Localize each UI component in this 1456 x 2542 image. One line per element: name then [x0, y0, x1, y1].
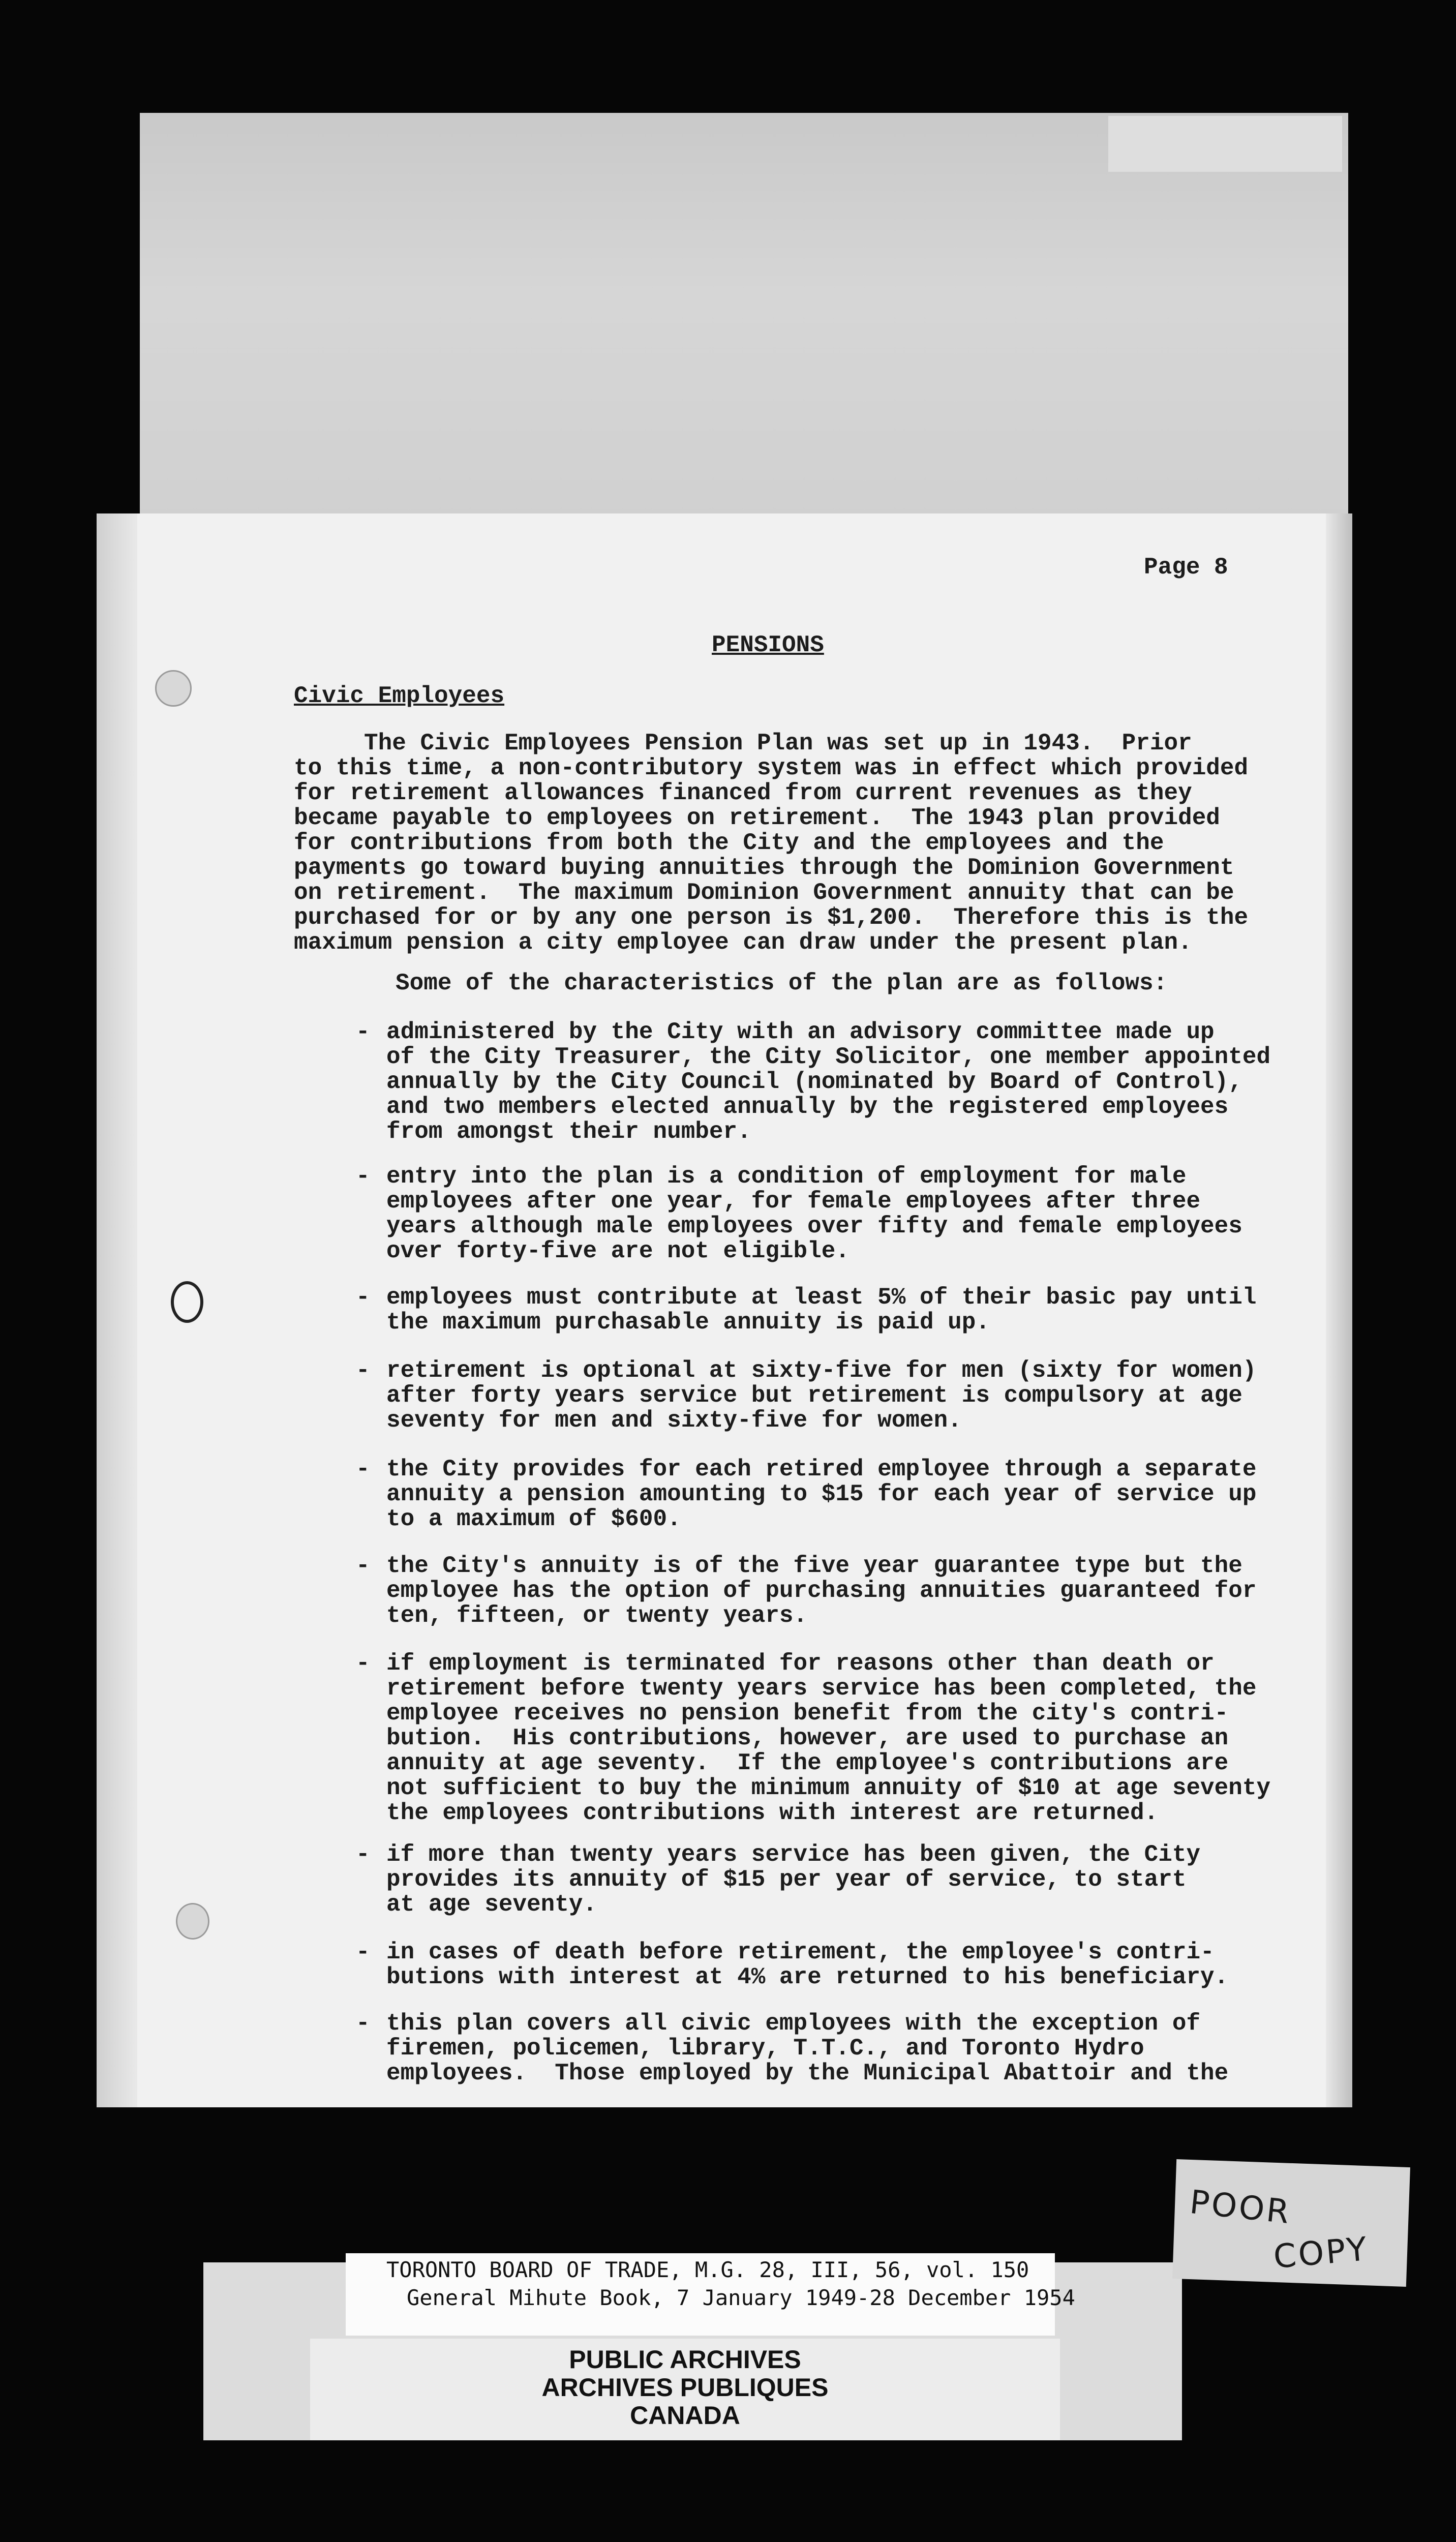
bullet-line: retirement is optional at sixty-five for men (sixty for women) [386, 1357, 1257, 1384]
bullet-line: annuity at age seventy. If the employee's contributions are [386, 1750, 1229, 1776]
bullet-line: not sufficient to buy the minimum annuity of $10 at age seventy [386, 1775, 1271, 1801]
bullet-text [386, 1940, 1228, 1990]
bullet-line: employee has the option of purchasing annuities guaranteed for [386, 1578, 1257, 1604]
bullet-dash: - [356, 1650, 370, 1677]
intro-line: on retirement. The maximum Dominion Government annuity that can be [294, 880, 1234, 906]
bullet-line: the City's annuity is of the five year guarantee type but the [386, 1553, 1242, 1579]
archive-stamp-line: CANADA [630, 2401, 740, 2430]
bullet-line: provides its annuity of $15 per year of service, to start [386, 1866, 1187, 1893]
page-heading: PENSIONS [712, 632, 824, 658]
intro-line: payments go toward buying annuities through the Dominion Government [294, 855, 1234, 881]
bullet-line: bution. His contributions, however, are used to purchase an [386, 1725, 1229, 1751]
intro-line: to this time, a non-contributory system was in effect which provided [294, 755, 1249, 781]
intro-line: for contributions from both the City and the employees and the [294, 830, 1164, 856]
bullet-line: firemen, policemen, library, T.T.C., and Toronto Hydro [386, 2035, 1144, 2062]
bullet-line: seventy for men and sixty-five for women. [386, 1407, 962, 1434]
bullet-line: years although male employees over fifty and female employees [386, 1213, 1242, 1239]
bullet-line: of the City Treasurer, the City Solicitor, one member appointed [386, 1044, 1271, 1070]
bullet-line: administered by the City with an advisory committee made up [386, 1019, 1215, 1045]
bullet-line: retirement before twenty years service has been completed, the [386, 1675, 1257, 1702]
bullet-line: in cases of death before retirement, the employee's contri- [386, 1939, 1215, 1965]
punch-hole-top [155, 670, 192, 707]
bullet-line: at age seventy. [386, 1891, 597, 1918]
bullet-line: butions with interest at 4% are returned to his beneficiary. [386, 1964, 1229, 1990]
bullet-line: entry into the plan is a condition of employment for male [386, 1163, 1187, 1190]
bullet-dash: - [356, 1553, 370, 1579]
bullet-line: if more than twenty years service has been given, the City [386, 1841, 1201, 1868]
bullet-text [386, 1842, 1200, 1917]
bullet-line: over forty-five are not eligible. [386, 1238, 850, 1264]
bullet-line: ten, fifteen, or twenty years. [386, 1602, 808, 1629]
bullet-line: and two members elected annually by the registered employees [386, 1094, 1229, 1120]
bullet-dash: - [356, 1456, 370, 1482]
bullet-dash: - [356, 2010, 370, 2037]
bullet-dash: - [356, 1163, 370, 1190]
page-right-shadow [1326, 513, 1352, 2107]
bullet-dash: - [356, 1841, 370, 1868]
bullet-line: to a maximum of $600. [386, 1506, 681, 1532]
bullet-dash: - [356, 1357, 370, 1384]
bullet-line: after forty years service but retirement is compulsory at age [386, 1382, 1242, 1409]
bullet-text [386, 1358, 1256, 1433]
bullet-line: annually by the City Council (nominated by Board of Control), [386, 1069, 1242, 1095]
bullet-line: this plan covers all civic employees with the exception of [386, 2010, 1201, 2037]
bullet-text [386, 1020, 1270, 1144]
archive-reference-line: TORONTO BOARD OF TRADE, M.G. 28, III, 56, vol. 150 [386, 2257, 1029, 2282]
bullet-dash: - [356, 1284, 370, 1311]
bullet-line: employee receives no pension benefit from the city's contri- [386, 1700, 1229, 1727]
bullet-line: employees must contribute at least 5% of their basic pay until [386, 1284, 1257, 1311]
intro-paragraph [294, 731, 1248, 955]
bullet-intro: Some of the characteristics of the plan are as follows: [396, 970, 1168, 996]
poor-copy-text: COPY [1272, 2230, 1371, 2277]
bullet-line: if employment is terminated for reasons other than death or [386, 1650, 1215, 1677]
intro-line: became payable to employees on retirement. The 1943 plan provided [294, 805, 1220, 831]
intro-line: for retirement allowances financed from current revenues as they [294, 780, 1192, 806]
page-left-edge [97, 513, 137, 2107]
bullet-text [386, 1457, 1256, 1532]
page-number: Page 8 [1144, 554, 1228, 581]
bullet-text [386, 2011, 1228, 2086]
back-sheet-tab [1108, 116, 1342, 172]
archive-stamp-line: ARCHIVES PUBLIQUES [541, 2373, 829, 2402]
bullet-line: employees. Those employed by the Municipal Abattoir and the [386, 2060, 1229, 2086]
intro-line: The Civic Employees Pension Plan was set up in 1943. Prior [294, 730, 1192, 756]
back-sheet [140, 113, 1348, 570]
bullet-text [386, 1651, 1270, 1826]
bullet-text [386, 1285, 1256, 1335]
bullet-line: the employees contributions with interest are returned. [386, 1800, 1159, 1826]
bullet-text [386, 1554, 1256, 1628]
bullet-line: annuity a pension amounting to $15 for each year of service up [386, 1481, 1257, 1507]
intro-line: purchased for or by any one person is $1,200. Therefore this is the [294, 904, 1249, 931]
punch-hole-middle [171, 1281, 203, 1323]
section-title: Civic Employees [294, 683, 505, 709]
bullet-line: the maximum purchasable annuity is paid up. [386, 1309, 990, 1336]
bullet-text [386, 1164, 1242, 1264]
bullet-line: employees after one year, for female employees after three [386, 1188, 1201, 1215]
punch-hole-bottom [176, 1903, 209, 1940]
intro-line: maximum pension a city employee can draw under the present plan. [294, 929, 1192, 956]
poor-copy-text: POOR [1188, 2183, 1293, 2232]
archive-stamp-line: PUBLIC ARCHIVES [569, 2345, 801, 2374]
bullet-dash: - [356, 1939, 370, 1965]
archive-reference-line: General Mihute Book, 7 January 1949-28 December 1954 [407, 2285, 1075, 2310]
bullet-dash: - [356, 1019, 370, 1045]
bullet-line: from amongst their number. [386, 1118, 751, 1145]
bullet-line: the City provides for each retired employee through a separate [386, 1456, 1257, 1482]
